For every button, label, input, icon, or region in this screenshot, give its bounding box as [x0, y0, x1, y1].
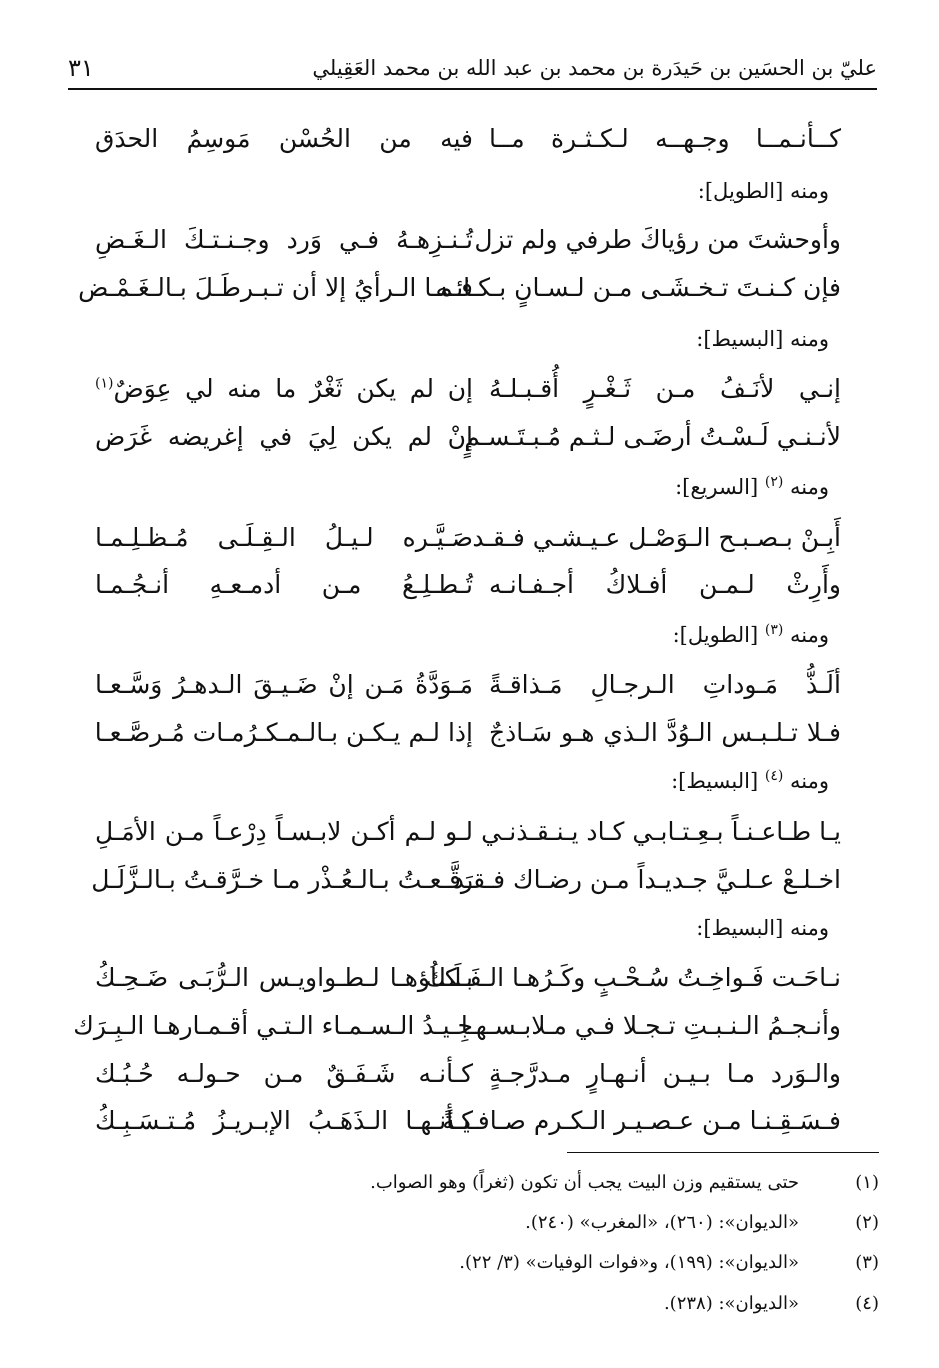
footnote-text: «الديوان»: (٢٣٨). [663, 1293, 799, 1314]
footnote-number: (٢) [855, 1212, 879, 1233]
verse-right-hemistich: إنـي لأنَـفُ مـن ثَـغْـرٍ أُقـبـلـهُ [489, 374, 841, 403]
page-header [68, 48, 877, 90]
verse-right-hemistich: فإن كـنـتَ تـخـشَـى مـن لـسـانٍ بـكـائـه [435, 273, 841, 302]
footnote-text: «الديوان»: (١٩٩)، و«فوات الوفيات» (٣/ ٢٢). [459, 1252, 799, 1273]
footnote-number: (١) [855, 1172, 879, 1193]
verse-right-hemistich: وأَرِثْ لـمـن أفـلاكُ أجـفـانـه [489, 570, 841, 599]
footnote-number: (٣) [855, 1252, 879, 1273]
intro-word: ومنه [790, 623, 829, 647]
meter-name: [ البسيط ]: [671, 769, 758, 793]
intro-word: ومنه [790, 769, 829, 793]
verse-left-hemistich: تُـنـزِهـهُ فـي وَرد وجـنـتـكَ الـغَـضِ [95, 225, 473, 254]
running-title: عليّ بن الحسَين بن حَيدَرة بن محمد بن عبد الله بن محمد العَقِيلي [312, 56, 877, 80]
verse-right-hemistich: فـلا تـلـبـس الـوُدَّ الـذي هـو سَـاذجٌ [489, 718, 841, 747]
meter-name: [ الطويل ]: [698, 179, 784, 203]
poem-intro [675, 474, 829, 499]
verse-left-hemistich: تُـطـلِـعُ مـن أدمـعـهِ أنـجُـمـا [95, 570, 473, 599]
footnote-text: «الديوان»: (٢٦٠)، «المغرب» (٢٤٠). [525, 1212, 799, 1233]
poem-intro [673, 622, 829, 647]
verse-right-hemistich: والـوَرد مـا بـيـن أنـهـارٍ مـدرَّجـةٍ [489, 1059, 841, 1088]
verse-left-hemistich [95, 374, 473, 403]
verse-left-hemistich: كـأنـه شَـفَـقٌ مـن حـولـه حُـبُـك [95, 1059, 473, 1088]
intro-footnote-ref: (٢) [764, 474, 784, 490]
verse-footnote-ref: (١) [95, 375, 114, 392]
verse-right-hemistich: ألَـذُّ مَـوداتِ الـرجـالِ مَـذاقـةً [489, 670, 841, 699]
verse-left-hemistich: بـكـاؤهـا لـطـواويـس الـرُّبَـى ضَـحِـكُ [95, 963, 473, 992]
footnote-text: حتى يستقيم وزن البيت يجب أن تكون (ثغراً) وهو الصواب. [370, 1172, 799, 1193]
verse-right-hemistich: كــأنـمــا وجـهــه لـكـثـرة مــا [489, 124, 841, 153]
intro-word: ومنه [790, 916, 829, 940]
verse-left-hemistich: لـو لـم أكـن لابـسـاً دِرْعـاً مـن الأمَـلِ [95, 817, 473, 846]
poem-intro [671, 768, 829, 793]
footnote [370, 1172, 879, 1193]
intro-word: ومنه [790, 179, 829, 203]
verse-left-hemistich: مَـوَدَّةُ مَـن إنْ ضَـيـقَ الـدهـرُ وَسَّـعـا [95, 670, 473, 699]
verse-left-hemistich: كـأنـهـا الـذَهَـبُ الإبـريـزُ مُـتـسَـبِـكُ [95, 1106, 473, 1135]
meter-name: [ البسيط ]: [696, 916, 783, 940]
verse-left-hemistich: فيه من الحُسْن مَوسِمُ الحدَق [95, 124, 473, 153]
verse-left-hemistich: إذا لـم يـكـن بـالـمـكـرُمـات مُـرصَّـعـا [94, 718, 473, 747]
verse-left-hemistich: إنْ لم يكن لِيَ في إغريضه غَرَض [95, 422, 473, 451]
verse-left-text: إن لم يكن ثَغْرٌ ما منه لي عِوَضٌ [113, 374, 473, 403]
poem-intro [696, 915, 829, 940]
intro-footnote-ref: (٤) [764, 768, 784, 784]
poem-intro [698, 178, 829, 203]
verse-right-hemistich: وأوحشتَ من رؤياكَ طرفي ولم تزل [474, 225, 841, 254]
poem-intro [696, 326, 829, 351]
footnote [525, 1212, 879, 1233]
footnote [459, 1252, 879, 1273]
verse-left-hemistich: فـمـا الـرأيُ إلا أن تـبـرطَـلَ بـالـغَـمْـض [78, 273, 473, 302]
footnote-number: (٤) [855, 1293, 879, 1314]
verse-left-hemistich: صَـيَّـره لـيـلُ الـقِـلَـى مُـظـلِـمـا [95, 523, 473, 552]
verse-right-hemistich: اخـلـعْ عـلـيَّ جـديـداً مـن رضـاك فـقـد [452, 865, 841, 894]
meter-name: [ الطويل ]: [673, 623, 759, 647]
meter-name: [ السريع ]: [675, 475, 758, 499]
verse-right-hemistich: نـاحَـت فَـواخِـتُ سُـحْـبٍ وكَـرُهـا الـفَـلَـكُ [425, 963, 841, 992]
page-number: ٣١ [68, 54, 94, 82]
meter-name: [ البسيط ]: [696, 327, 783, 351]
verse-left-hemistich: جِـيـدُ الـسـمـاء الـتـي أقـمـارهـا الـبِـرَك [73, 1011, 473, 1040]
footnote-divider [567, 1152, 879, 1153]
verse-left-hemistich: رَقَّـعـتُ بـالـعُـذْر مـا خـرَّقـتُ بـالـزَّلَـل [91, 865, 473, 894]
verse-right-hemistich: فـسَـقِـنـا مـن عـصـيـر الـكـرم صـافـيـةً [442, 1106, 841, 1135]
footnote [664, 1293, 879, 1314]
intro-word: ومنه [790, 327, 829, 351]
verse-right-hemistich: يـا طـاعـنـاً بـعِـتـابـي كـاد يـنـقـذنـي [481, 817, 841, 846]
verse-right-hemistich: لأنـنـي لَـسْـتُ أرضَـى لـثـم مُـبـتَـسـمٍ [464, 422, 841, 451]
verse-right-hemistich: أَبِـنْ بـصـبـح الـوَصْـل عـيـشـي فـقـد [472, 523, 841, 552]
intro-word: ومنه [790, 475, 829, 499]
verse-right-hemistich: وأنـجـمُ الـنـبـتِ تـجـلا فـي مـلابـسـهـا [460, 1011, 841, 1040]
intro-footnote-ref: (٣) [764, 622, 784, 638]
